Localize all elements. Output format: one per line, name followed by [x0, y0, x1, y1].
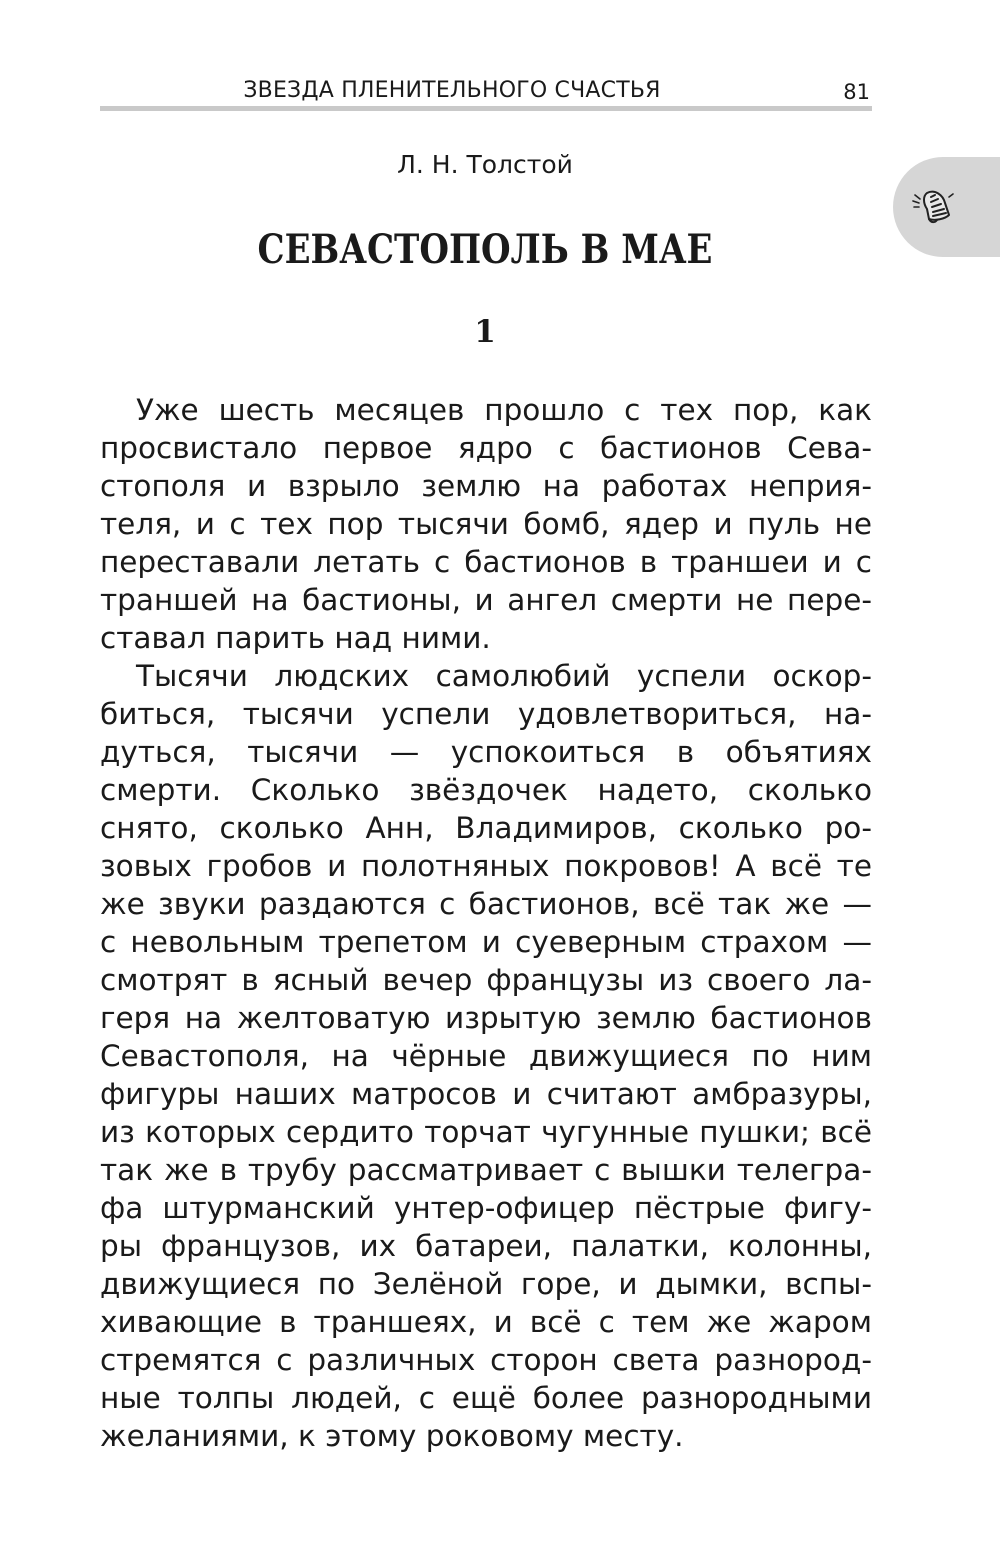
- text-line: движущиеся по Зелёной горе, и дымки, вспы-: [100, 1267, 872, 1301]
- text-line: стремятся с различных сторон света разнород-: [100, 1343, 872, 1377]
- text-line: ставал парить над ними.: [100, 621, 491, 655]
- header-rule: [100, 106, 872, 111]
- text-line: биться, тысячи успели удовлетвориться, на-: [100, 697, 872, 731]
- text-line: хивающие в траншеях, и всё с тем же жаром: [100, 1305, 872, 1339]
- text-line: из которых сердито торчат чугунные пушки; всё: [100, 1115, 872, 1149]
- text-line: фа штурманский унтер-офицер пёстрые фигу-: [100, 1191, 872, 1225]
- text-line: зовых гробов и полотняных покровов! А всё те: [100, 849, 872, 883]
- text-line: дуться, тысячи — успокоиться в объятиях: [100, 735, 872, 769]
- text-line: Севастополя, на чёрные движущиеся по ним: [100, 1039, 872, 1073]
- text-line: просвистало первое ядро с бастионов Сева-: [100, 431, 872, 465]
- text-line: смерти. Сколько звёздочек надето, сколько: [100, 773, 872, 807]
- running-title: ЗВЕЗДА ПЛЕНИТЕЛЬНОГО СЧАСТЬЯ: [243, 78, 661, 103]
- chapter-title: СЕВАСТОПОЛЬ В МАЕ: [257, 226, 713, 273]
- text-line: геря на желтоватую изрытую землю бастионов: [100, 1001, 872, 1035]
- bell-icon: [905, 181, 957, 233]
- text-line: Тысячи людских самолюбий успели оскор-: [136, 659, 872, 693]
- page-number: 81: [843, 80, 870, 104]
- text-line: Уже шесть месяцев прошло с тех пор, как: [136, 393, 872, 427]
- text-line: желаниями, к этому роковому месту.: [100, 1419, 684, 1453]
- text-line: стополя и взрыло землю на работах неприя-: [100, 469, 872, 503]
- running-head: [100, 72, 872, 106]
- author-name: Л. Н. Толстой: [397, 150, 573, 179]
- text-line: смотрят в ясный вечер французы из своего ла-: [100, 963, 872, 997]
- text-line: с невольным трепетом и суеверным страхом —: [100, 925, 872, 959]
- text-line: переставали летать с бастионов в траншеи и с: [100, 545, 872, 579]
- text-line: теля, и с тех пор тысячи бомб, ядер и пуль не: [100, 507, 872, 541]
- text-line: ры французов, их батареи, палатки, колонны,: [100, 1229, 872, 1263]
- section-number: 1: [474, 314, 496, 350]
- text-line: же звуки раздаются с бастионов, всё так же —: [100, 887, 872, 921]
- text-line: ные толпы людей, с ещё более разнородными: [100, 1381, 872, 1415]
- text-line: снято, сколько Анн, Владимиров, сколько ро-: [100, 811, 872, 845]
- text-line: фигуры наших матросов и считают амбразуры,: [100, 1077, 872, 1111]
- text-line: так же в трубу рассматривает с вышки телегра-: [100, 1153, 872, 1187]
- text-line: траншей на бастионы, и ангел смерти не пере-: [100, 583, 872, 617]
